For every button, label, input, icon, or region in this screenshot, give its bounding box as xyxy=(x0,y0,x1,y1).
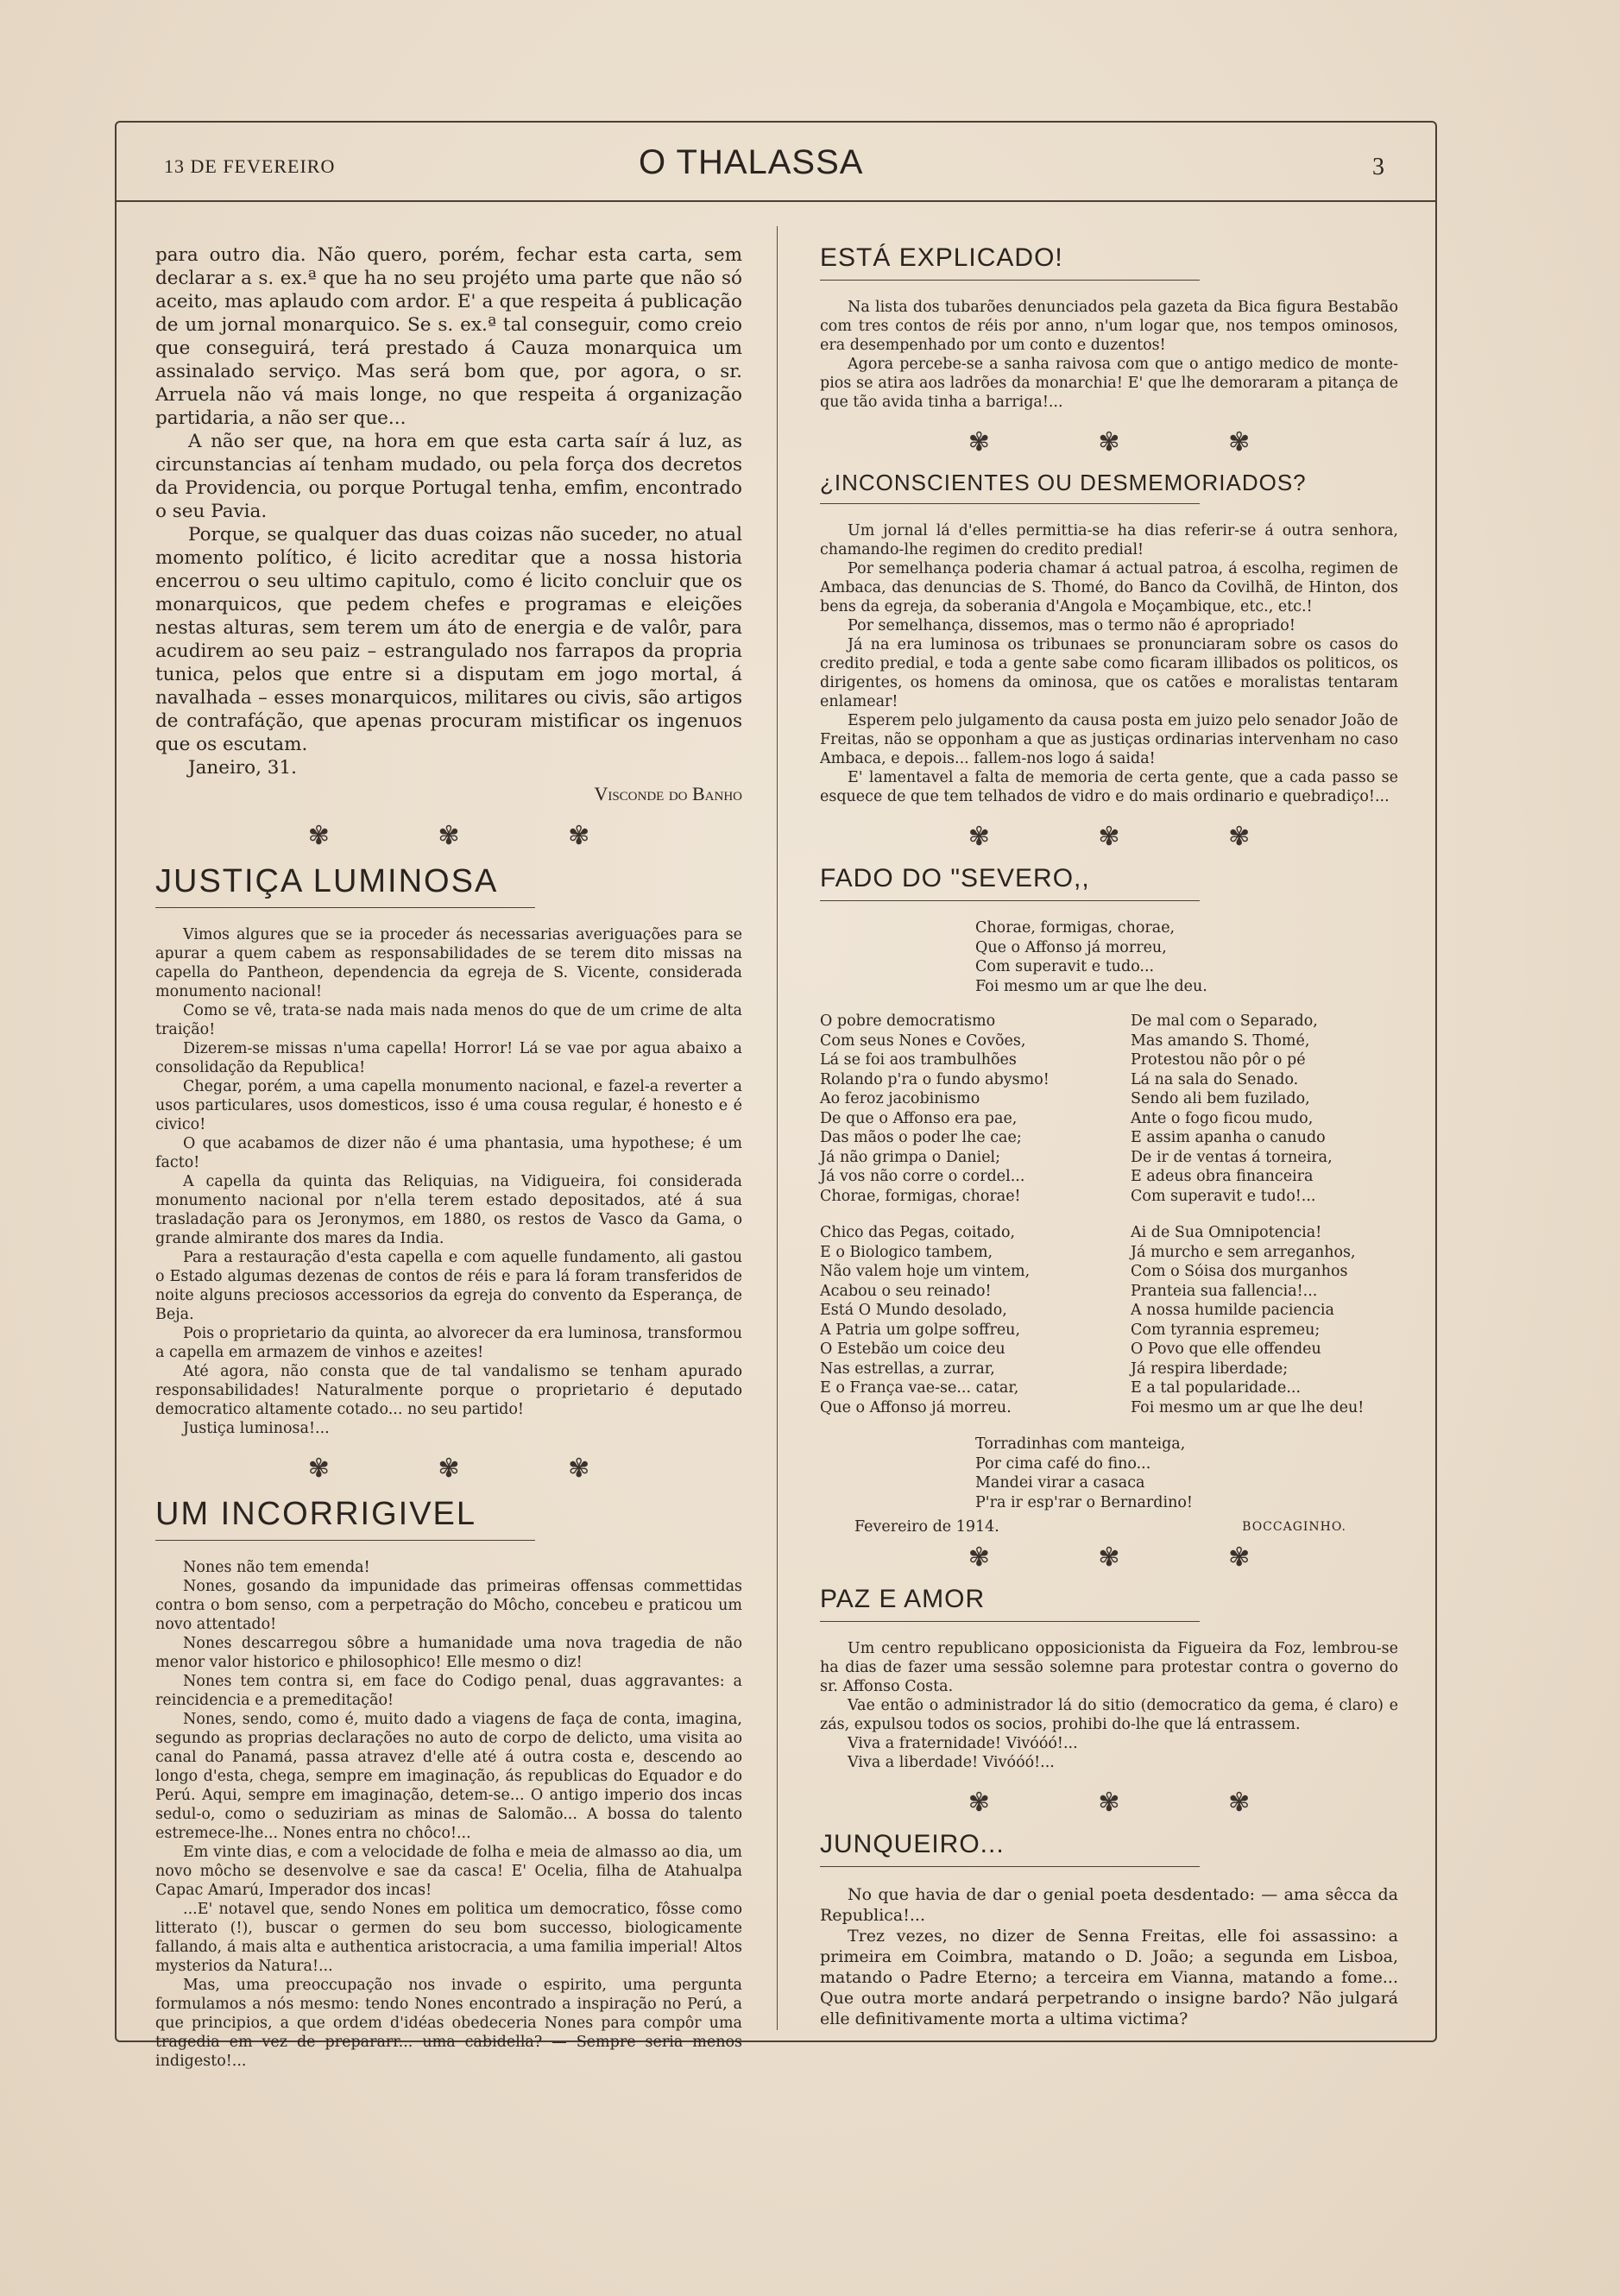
verse-line: Por cima café do fino... xyxy=(975,1454,1151,1473)
signature: Visconde do Banho xyxy=(594,783,742,804)
left-column xyxy=(155,243,742,2071)
heading-rule xyxy=(155,1540,535,1541)
page-number: 3 xyxy=(1372,154,1384,180)
verse-line: Ai de Sua Omnipotencia! xyxy=(1131,1224,1322,1241)
heading-rule xyxy=(820,503,1200,504)
stanza-columns xyxy=(820,1012,1398,1435)
stanza-intro xyxy=(975,918,1398,996)
verse-line: E a tal popularidade... xyxy=(1131,1379,1302,1397)
paragraph: Em vinte dias, e com a velocidade de folha e meia de almasso ao dia, um novo môcho se desenvolve e sae da casca! E' Ocelia, filha de Atahualpa Capac Amarú, Imperador dos incas! xyxy=(155,1844,742,1899)
paragraph: Um jornal lá d'elles permittia-se ha dias referir-se á outra senhora, chamando-lhe regimen do credito predial! xyxy=(820,522,1398,558)
ornament-divider: ✾ ✾ ✾ xyxy=(307,1454,640,1484)
paragraph: Viva a liberdade! Vivóóó!... xyxy=(848,1753,1055,1771)
heading-fado-do-severo: FADO DO "SEVERO,, xyxy=(820,864,1090,893)
verse-line: E o Biologico tambem, xyxy=(820,1243,993,1261)
verse-line: Foi mesmo um ar que lhe deu. xyxy=(975,977,1207,995)
verse-line: Com o Sóisa dos murganhos xyxy=(1131,1263,1348,1280)
header-rule xyxy=(115,200,1435,202)
verse-line: A Patria um golpe soffreu, xyxy=(820,1321,1021,1339)
verse-line: A nossa humilde paciencia xyxy=(1131,1302,1334,1319)
verse-line: Mandei virar a casaca xyxy=(975,1474,1145,1492)
verse-line: Já não grimpa o Daniel; xyxy=(820,1148,1001,1166)
verse-line: Chorae, formigas, chorae, xyxy=(975,919,1176,937)
verse-line: Já murcho e sem arreganhos, xyxy=(1131,1243,1356,1261)
heading-rule xyxy=(820,280,1200,281)
verse-line: Chorae, formigas, chorae! xyxy=(820,1187,1021,1205)
column-divider xyxy=(777,226,778,2030)
paragraph: Viva a fraternidade! Vivóóó!... xyxy=(848,1734,1078,1752)
verse-line: Com seus Nones e Covões, xyxy=(820,1031,1026,1050)
paragraph: Chegar, porém, a uma capella monumento nacional, e fazel-a reverter a usos particulares, usos domesticos, isso é uma cousa regular, é honesto e é civico! xyxy=(155,1078,742,1133)
paragraph: E' lamentavel a falta de memoria de certa gente, que a cada passo se esquece de que tem telhados de vidro e do mais ordinario e quebradiço!... xyxy=(820,769,1398,805)
verse-line: De ir de ventas á torneira, xyxy=(1131,1148,1333,1166)
verse-line: Com tyrannia espremeu; xyxy=(1131,1321,1321,1339)
ornament-divider: ✾ ✾ ✾ xyxy=(968,822,1301,852)
article-justica-luminosa xyxy=(155,925,742,1438)
verse-line: Lá se foi aos trambulhões xyxy=(820,1051,1017,1069)
paragraph: Nones não tem emenda! xyxy=(183,1559,370,1576)
letter-continuation xyxy=(155,243,742,779)
verse-line: Lá na sala do Senado. xyxy=(1131,1070,1299,1088)
paragraph: Nones tem contra si, em face do Codigo penal, duas aggravantes: a reincidencia e a premeditação! xyxy=(155,1673,742,1709)
heading-justica-luminosa: JUSTIÇA LUMINOSA xyxy=(155,863,499,899)
header-date: 13 DE FEVEREIRO xyxy=(164,155,336,177)
verse-line: Das mãos o poder lhe cae; xyxy=(820,1129,1022,1146)
right-column xyxy=(820,243,1398,2029)
paragraph: Na lista dos tubarões denunciados pela gazeta da Bica figura Bestabão com tres contos de réis por anno, n'um logar que, nos tempos ominosos, era desempenhado por um conto e duzentos! xyxy=(820,299,1398,354)
verse-line: Que o Affonso já morreu, xyxy=(975,938,1167,956)
paragraph: No que havia de dar o genial poeta desdentado: — ama sêcca da Republica!... xyxy=(820,1884,1398,1925)
verse-line: Foi mesmo um ar que lhe deu! xyxy=(1131,1398,1365,1416)
paragraph: Por semelhança poderia chamar á actual patroa, á escolha, regimen de Ambaca, das denuncias de S. Thomé, do Banco da Covilhã, de Hinton, dos bens da egreja, da soberania d'Angola e Moçambique, etc., etc.! xyxy=(820,560,1398,615)
stanza-column-right xyxy=(1131,1012,1398,1435)
stanza-column-left xyxy=(820,1012,1087,1435)
heading-um-incorrigivel: UM INCORRIGIVEL xyxy=(155,1496,477,1532)
stanza xyxy=(1131,1012,1398,1206)
verse-line: Torradinhas com manteiga, xyxy=(975,1435,1186,1453)
verse-line: Já respira liberdade; xyxy=(1131,1359,1289,1378)
verse-line: De mal com o Separado, xyxy=(1131,1012,1318,1030)
paragraph: Vimos algures que se ia proceder ás necessarias averiguações para se apurar a quem cabem as responsabilidades de se terem dito missas na capella do Pantheon, dependencia da egreja de S. Vicente, considerada monumento nacional! xyxy=(155,926,742,1000)
paragraph: Nones descarregou sôbre a humanidade uma nova tragedia de não menor valor historico e philosophico! Elle mesmo o diz! xyxy=(155,1635,742,1671)
verse-line: Com superavit e tudo... xyxy=(975,958,1155,975)
poem-footer xyxy=(820,1517,1398,1537)
article-inconscientes xyxy=(820,521,1398,806)
verse-line: P'ra ir esp'rar o Bernardino! xyxy=(975,1493,1193,1511)
article-esta-explicado xyxy=(820,298,1398,412)
heading-rule xyxy=(155,907,535,908)
masthead-title: O THALASSA xyxy=(639,143,864,181)
paragraph: Trez vezes, no dizer de Senna Freitas, elle foi assassino: a primeira em Coimbra, matando o D. João; a segunda em Lisboa, matando o Padre Eterno; a terceira em Vianna, matando a fome... Que outra morte andará perpetrando o insigne bardo? Não julgará elle definitivamente morta a ultima victima? xyxy=(820,1926,1398,2028)
verse-line: O Estebão um coice deu xyxy=(820,1340,1005,1358)
stanza xyxy=(820,1012,1087,1206)
paragraph: Mas, uma preoccupação nos invade o espirito, uma pergunta formulamos a nós mesmo: tendo Nones encontrado a inspiração no Perú, a que principios, a que ordem d'idéas obedeceria Nones para compôr uma tragedia em vez de prepararr... uma cabidella? — Sempre seria menos indigesto!... xyxy=(155,1977,742,2070)
verse-line: Rolando p'ra o fundo abysmo! xyxy=(820,1070,1050,1088)
paragraph: Nones, sendo, como é, muito dado a viagens de faça de conta, imagina, segundo as proprias declarações no auto de corpo de delicto, uma visita ao canal do Panamá, passa atravez d'elle até á outra costa e, descendo ao longo d'esta, chega, sempre em imaginação, ás republicas do Equador e do Perú. Aqui, sempre em imaginação, detem-se... O antigo imperio dos incas sedul-o, como o seduziriam as minas de Salomão... A bossa do talento estremece-lhe... Nones entra no chôco!... xyxy=(155,1711,742,1842)
paragraph: Até agora, não consta que de tal vandalismo se tenham apurado responsabilidades! Naturalmente porque o proprietario é deputado democratico altamente cotado... no seu partido! xyxy=(155,1363,742,1418)
article-paz-e-amor xyxy=(820,1639,1398,1772)
verse-line: Não valem hoje um vintem, xyxy=(820,1263,1031,1280)
verse-line: Nas estrellas, a zurrar, xyxy=(820,1359,995,1378)
paragraph: Janeiro, 31. xyxy=(188,757,297,779)
paragraph: ...E' notavel que, sendo Nones em politica um democratico, fôsse como litterato (!), buscar o germen do seu bom successo, biologicamente fallando, á mais alta e authentica aristocracia, a uma familia imperial! Altos mysterios da Natura!... xyxy=(155,1901,742,1975)
stanza xyxy=(1131,1223,1398,1417)
paragraph: para outro dia. Não quero, porém, fechar esta carta, sem declarar a s. ex.ª que ha no seu projéto uma parte que não só aceito, mas aplaudo com ardor. E' a que respeita á publicação de um jornal monarquico. Se s. ex.ª tal conseguir, como creio que conseguirá, terá prestado á Cauza monarquica um assinalado serviço. Mas será bom que, por agora, o sr. Arruela não vá mais longe, no que respeita á organização partidaria, a não ser que... xyxy=(155,244,742,429)
paragraph: Vae então o administrador lá do sitio (democratico da gema, é claro) e zás, expulsou todos os socios, prohibi do-lhe que lá entrassem. xyxy=(820,1696,1398,1733)
paragraph: A capella da quinta das Reliquias, na Vidigueira, foi considerada monumento nacional por n'ella terem estado depositados, até á sua trasladação para os Jeronymos, em 1880, os restos de Vasco da Gama, o grande almirante dos mares da India. xyxy=(155,1173,742,1247)
verse-line: Mas amando S. Thomé, xyxy=(1131,1031,1310,1050)
verse-line: Chico das Pegas, coitado, xyxy=(820,1224,1016,1241)
poem-signature: BOCCAGINHO. xyxy=(1242,1520,1346,1534)
poem-date: Fevereiro de 1914. xyxy=(854,1518,999,1536)
heading-inconscientes: ¿INCONSCIENTES OU DESMEMORIADOS? xyxy=(820,470,1307,495)
paragraph: Agora percebe-se a sanha raivosa com que o antigo medico de monte-pios se atira aos ladrões da monarchia! E' que lhe demoraram a pitança de que tão avida tinha a barriga!... xyxy=(820,356,1398,411)
poem-fado-do-severo xyxy=(820,918,1398,1537)
verse-line: E o França vae-se... catar, xyxy=(820,1379,1019,1397)
paragraph: Para a restauração d'esta capella e com aquelle fundamento, ali gastou o Estado algumas dezenas de contos de réis e para lá foram transferidos de noite alguns preciosos accessorios da egreja do convento da Esperança, de Beja. xyxy=(155,1249,742,1323)
verse-line: O pobre democratismo xyxy=(820,1012,996,1030)
paragraph: Esperem pelo julgamento da causa posta em juizo pelo senador João de Freitas, não se opponham a que as justiças ordinarias intervenham no caso Ambaca, e depois... fallem-nos logo á saida! xyxy=(820,712,1398,767)
heading-junqueiro: JUNQUEIRO... xyxy=(820,1829,1005,1858)
paragraph: A não ser que, na hora em que esta carta saír á luz, as circunstancias aí tenham mudado, ou pela força dos decretos da Providencia, ou porque Portugal tenha, emfim, encontrado o seu Pavia. xyxy=(155,431,742,522)
stanza xyxy=(820,1223,1087,1417)
verse-line: Sendo ali bem fuzilado, xyxy=(1131,1090,1310,1107)
verse-line: O Povo que elle offendeu xyxy=(1131,1340,1321,1358)
verse-line: E adeus obra financeira xyxy=(1131,1168,1314,1185)
paragraph: Pois o proprietario da quinta, ao alvorecer da era luminosa, transformou a capella em armazem de vinhos e azeites! xyxy=(155,1325,742,1361)
paragraph: O que acabamos de dizer não é uma phantasia, uma hypothese; é um facto! xyxy=(155,1135,742,1171)
paragraph: Dizerem-se missas n'uma capella! Horror! Lá se vae por agua abaixo a consolidação da Republica! xyxy=(155,1040,742,1076)
paragraph: Já na era luminosa os tribunaes se pronunciaram sobre os casos do credito predial, e toda a gente sabe como ficaram illibados os politicos, os dirigentes, os homens da ominosa, que os catões e moralistas tentaram enlamear! xyxy=(820,636,1398,710)
verse-line: Ante o fogo ficou mudo, xyxy=(1131,1109,1314,1127)
heading-esta-explicado: ESTÁ EXPLICADO! xyxy=(820,243,1063,272)
ornament-divider: ✾ ✾ ✾ xyxy=(968,1787,1301,1818)
heading-paz-e-amor: PAZ E AMOR xyxy=(820,1584,986,1613)
verse-line: Com superavit e tudo!... xyxy=(1131,1187,1316,1205)
paragraph: Um centro republicano opposicionista da Figueira da Foz, lembrou-se ha dias de fazer uma sessão solemne para protestar contra o governo do sr. Affonso Costa. xyxy=(820,1639,1398,1695)
heading-rule xyxy=(820,1866,1200,1867)
verse-line: Que o Affonso já morreu. xyxy=(820,1398,1012,1416)
paragraph: Porque, se qualquer das duas coizas não suceder, no atual momento político, é licito acreditar que a nossa historia encerrou o seu ultimo capitulo, como é licito concluir que os monarquicos, que pedem chefes e programas e eleições nestas alturas, sem terem um áto de energia e de valôr, para acudirem ao seu paiz – estrangulado nos farrapos da propria tunica, pelos que entre si a disputam em jogo mortal, á navalhada – esses monarquicos, militares ou civis, são artigos de contrafáção, que apenas procuram mistificar os ingenuos que os escutam. xyxy=(155,524,742,755)
verse-line: Está O Mundo desolado, xyxy=(820,1302,1007,1319)
stanza-final xyxy=(975,1435,1398,1512)
paragraph: Justiça luminosa!... xyxy=(183,1420,330,1437)
heading-rule xyxy=(820,900,1200,901)
verse-line: Acabou o seu reinado! xyxy=(820,1282,992,1300)
heading-rule xyxy=(820,1621,1200,1622)
verse-line: De que o Affonso era pae, xyxy=(820,1109,1018,1127)
ornament-divider: ✾ ✾ ✾ xyxy=(968,427,1301,457)
paragraph: Nones, gosando da impunidade das primeiras offensas commettidas contra o bom senso, com a perpetração do Môcho, concebeu e praticou um novo attentado! xyxy=(155,1578,742,1633)
verse-line: Protestou não pôr o pé xyxy=(1131,1051,1306,1069)
ornament-divider: ✾ ✾ ✾ xyxy=(307,821,640,851)
paragraph: Como se vê, trata-se nada mais nada menos do que de um crime de alta traição! xyxy=(155,1002,742,1038)
article-um-incorrigivel xyxy=(155,1558,742,2071)
verse-line: E assim apanha o canudo xyxy=(1131,1129,1326,1146)
ornament-divider: ✾ ✾ ✾ xyxy=(968,1542,1301,1573)
verse-line: Ao feroz jacobinismo xyxy=(820,1090,980,1107)
article-junqueiro xyxy=(820,1884,1398,2029)
verse-line: Pranteia sua fallencia!... xyxy=(1131,1282,1318,1300)
verse-line: Já vos não corre o cordel... xyxy=(820,1168,1025,1185)
paragraph: Por semelhança, dissemos, mas o termo não é apropriado! xyxy=(848,617,1295,634)
